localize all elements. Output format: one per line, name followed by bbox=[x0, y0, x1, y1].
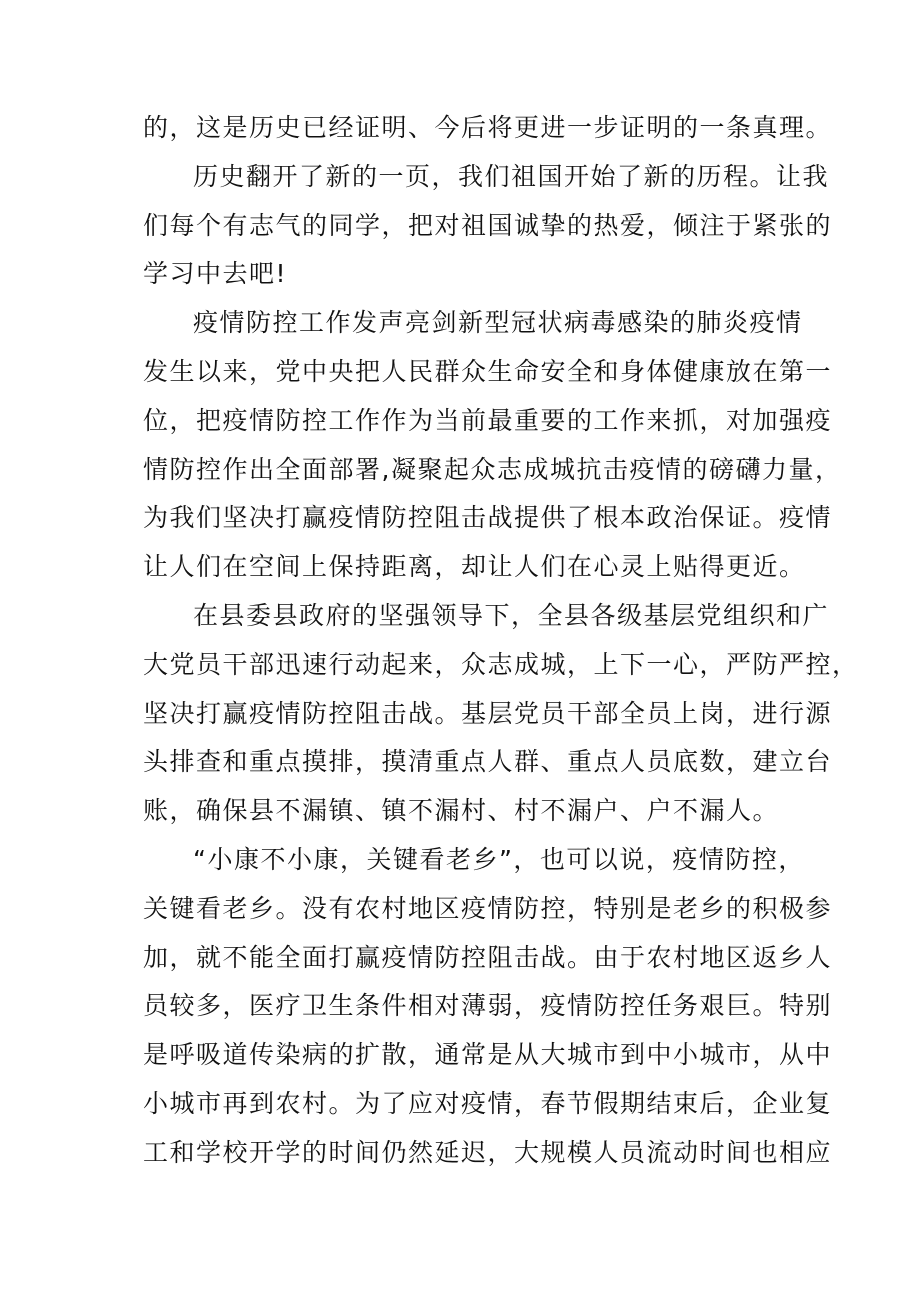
text-line: 大党员干部迅速行动起来，众志成城，上下一心，严防严控， bbox=[143, 649, 859, 679]
text-line: 让人们在空间上保持距离，却让人们在心灵上贴得更近。 bbox=[143, 552, 806, 582]
paragraph bbox=[143, 592, 859, 836]
text-line: 为我们坚决打赢疫情防控阻击战提供了根本政治保证。疫情 bbox=[143, 503, 833, 533]
text-line: 历史翻开了新的一页，我们祖国开始了新的历程。让我 bbox=[193, 161, 830, 191]
text-line: 工和学校开学的时间仍然延迟，大规模人员流动时间也相应 bbox=[143, 1137, 833, 1167]
text-line: 们每个有志气的同学，把对祖国诚挚的热爱，倾注于紧张的 bbox=[143, 210, 833, 240]
text-line: 情防控作出全面部署,凝聚起众志成城抗击疫情的磅礴力量， bbox=[143, 454, 842, 484]
text-line: 小城市再到农村。为了应对疫情，春节假期结束后，企业复 bbox=[143, 1088, 833, 1118]
text-line: “小康不小康，关键看老乡”，也可以说，疫情防控， bbox=[193, 844, 805, 874]
text-line: 学习中去吧! bbox=[143, 259, 288, 289]
text-line: 的，这是历史已经证明、今后将更进一步证明的一条真理。 bbox=[143, 113, 833, 142]
text-line: 账，确保县不漏镇、镇不漏村、村不漏户、户不漏人。 bbox=[143, 796, 780, 826]
document-body bbox=[143, 104, 859, 1178]
text-line: 加，就不能全面打赢疫情防控阻击战。由于农村地区返乡人 bbox=[143, 942, 833, 972]
text-line: 是呼吸道传染病的扩散，通常是从大城市到中小城市，从中 bbox=[143, 1040, 833, 1070]
paragraph bbox=[143, 299, 842, 592]
text-line: 关键看老乡。没有农村地区疫情防控，特别是老乡的积极参 bbox=[143, 893, 833, 923]
text-line: 头排查和重点摸排，摸清重点人群、重点人员底数，建立台 bbox=[143, 747, 833, 777]
paragraph bbox=[143, 836, 833, 1178]
text-line: 疫情防控工作发声亮剑新型冠状病毒感染的肺炎疫情 bbox=[193, 308, 803, 338]
text-line: 员较多，医疗卫生条件相对薄弱，疫情防控任务艰巨。特别 bbox=[143, 991, 833, 1021]
text-line: 在县委县政府的坚强领导下，全县各级基层党组织和广 bbox=[193, 600, 830, 630]
text-line: 坚决打赢疫情防控阻击战。基层党员干部全员上岗，进行源 bbox=[143, 698, 833, 728]
paragraph bbox=[143, 153, 833, 299]
text-line: 发生以来，党中央把人民群众生命安全和身体健康放在第一 bbox=[143, 356, 833, 386]
text-line: 位，把疫情防控工作作为当前最重要的工作来抓，对加强疫 bbox=[143, 405, 833, 435]
paragraph bbox=[143, 104, 833, 153]
